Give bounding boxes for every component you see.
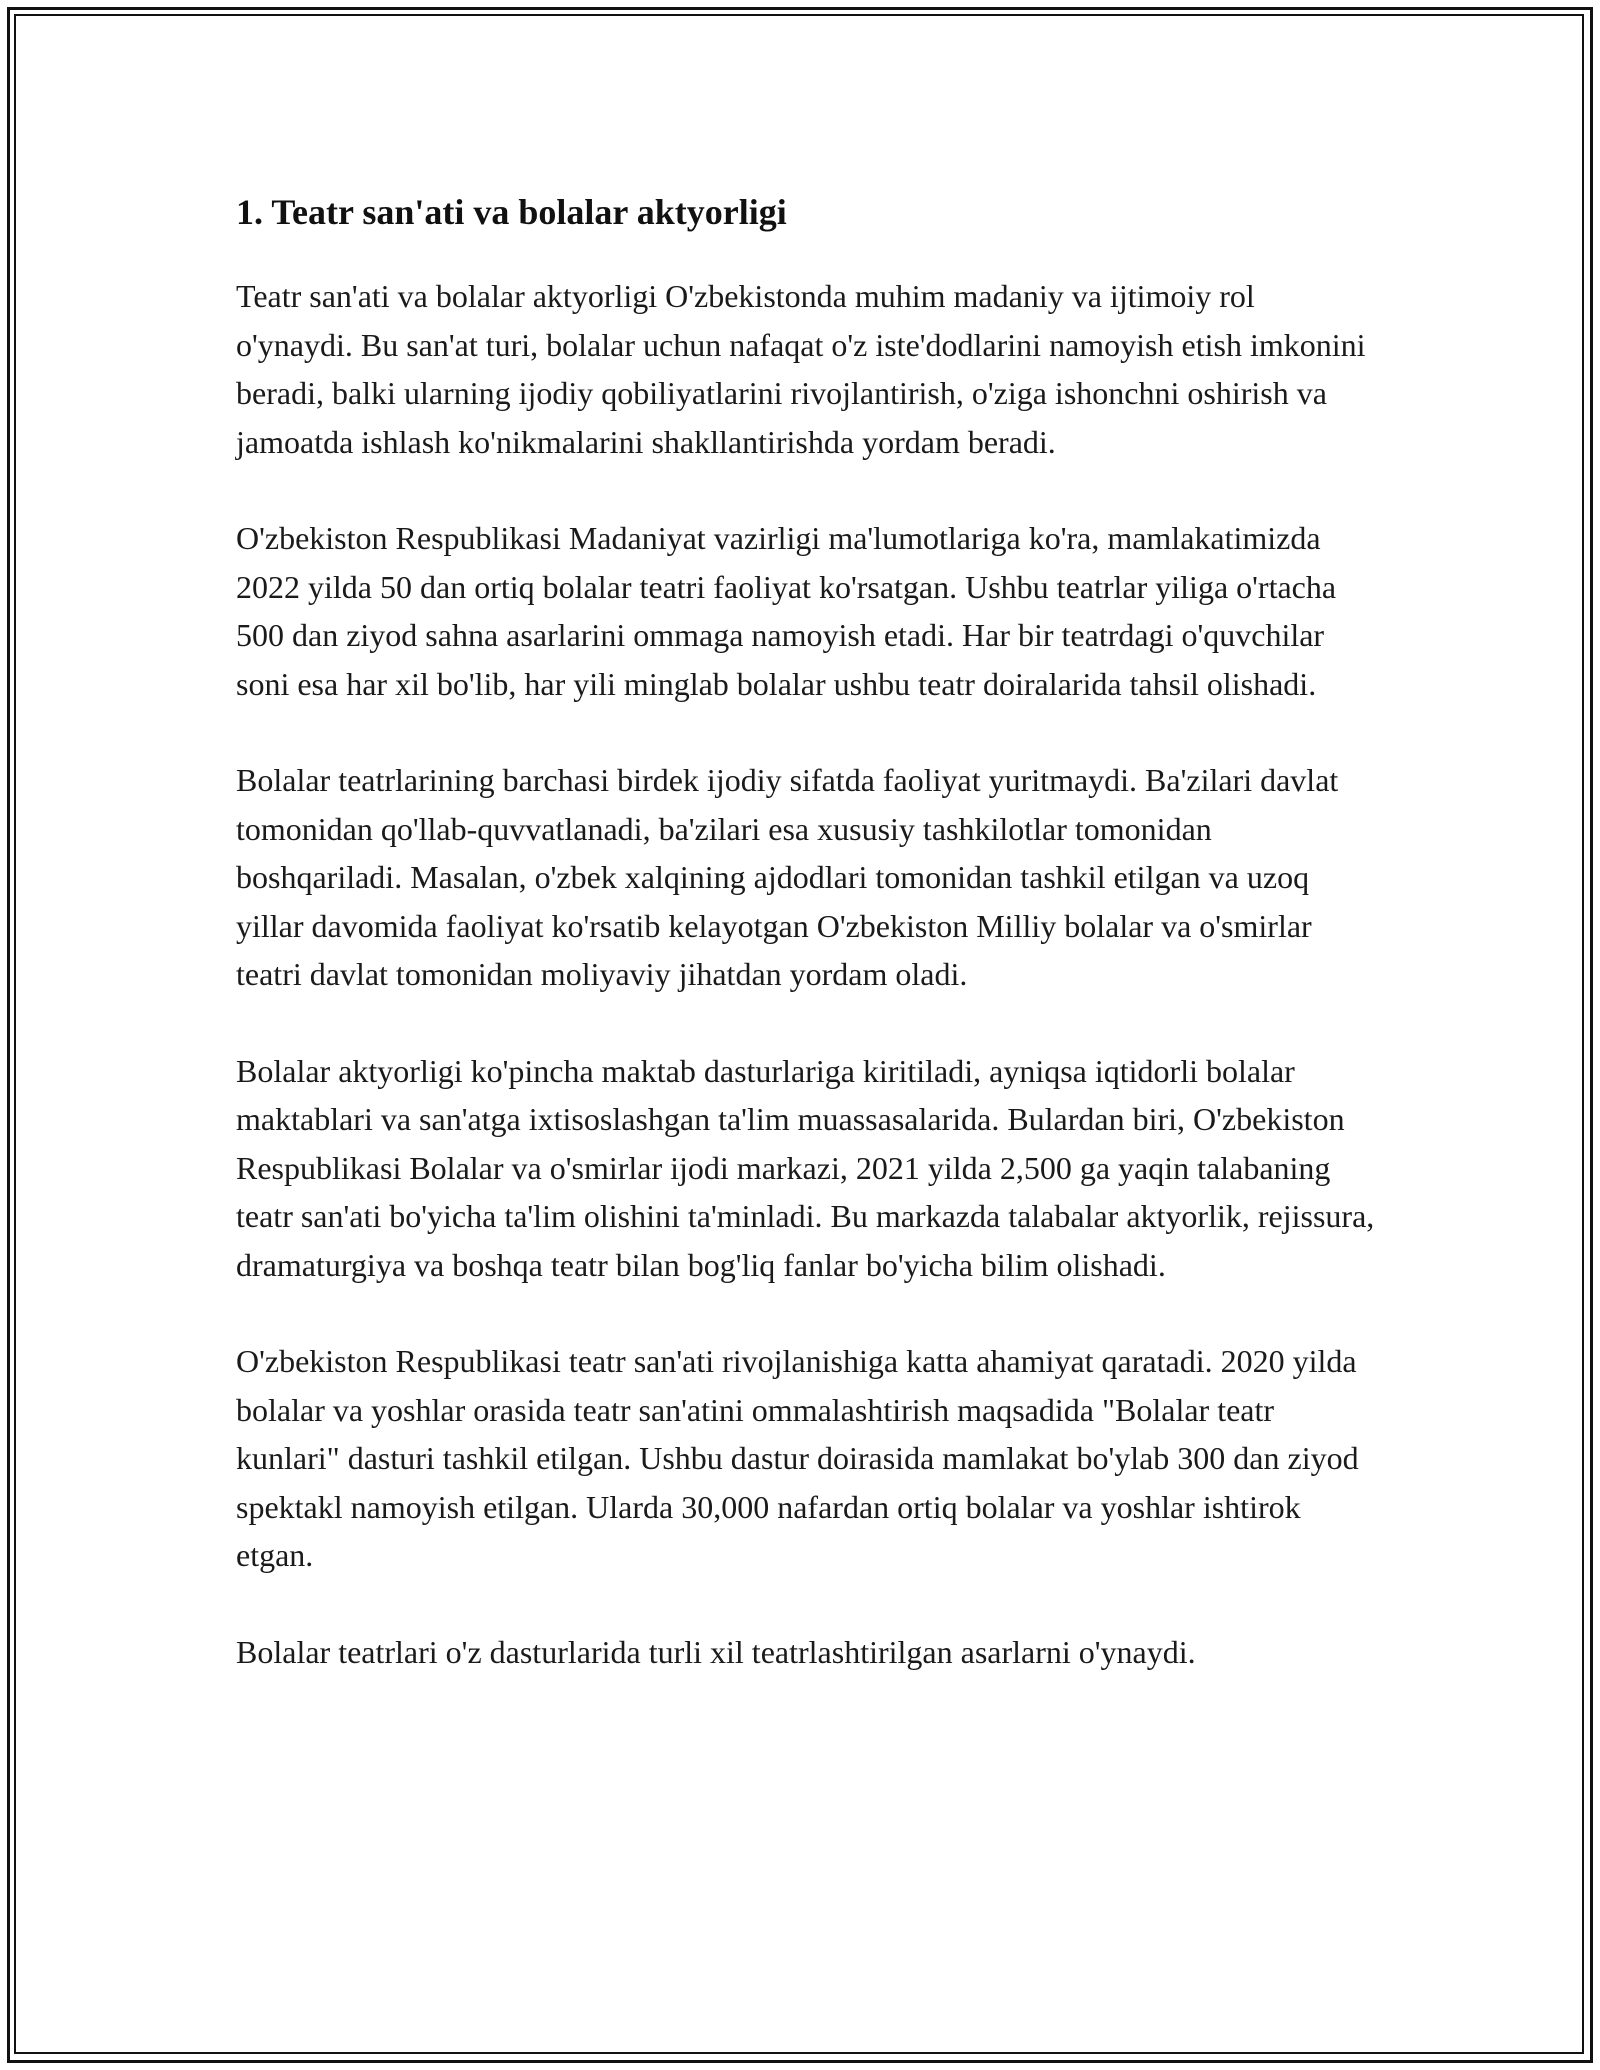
paragraph-5: O'zbekiston Respublikasi teatr san'ati rivojlanishiga katta ahamiyat qaratadi. 2020 yilda bolalar va yoshlar orasida teatr san'atini ommalashtirish maqsadida "Bolalar teatr kunlari" dasturi tashkil etilgan. Ushbu dastur doirasida mamlakat bo'ylab 300 dan ziyod spektakl namoyish etilgan. Ularda 30,000 nafardan ortiq bolalar va yoshlar ishtirok etgan. (236, 1343, 1359, 1573)
paragraph-6: Bolalar teatrlari o'z dasturlarida turli xil teatrlashtirilgan asarlarni o'ynaydi. (236, 1633, 1196, 1670)
section-heading: 1. Teatr san'ati va bolalar aktyorligi (236, 192, 787, 232)
paragraph-4: Bolalar aktyorligi ko'pincha maktab dasturlariga kiritiladi, ayniqsa iqtidorli bolalar maktablari va san'atga ixtisoslashgan ta'lim muassasalarida. Bulardan biri, O'zbekiston Respublikasi Bolalar va o'smirlar ijodi markazi, 2021 yilda 2,500 ga yaqin talabaning teatr san'ati bo'yicha ta'lim olishini ta'minladi. Bu markazda talabalar aktyorlik, rejissura, dramaturgiya va boshqa teatr bilan bog'liq fanlar bo'yicha bilim olishadi. (236, 1052, 1375, 1283)
document-body (236, 186, 1376, 1724)
paragraph-3: Bolalar teatrlarining barchasi birdek ijodiy sifatda faoliyat yuritmaydi. Ba'zilari davlat tomonidan qo'llab-quvvatlanadi, ba'zilari esa xususiy tashkilotlar tomonidan boshqariladi. Masalan, o'zbek xalqining ajdodlari tomonidan tashkil etilgan va uzoq yillar davomida faoliyat ko'rsatib kelayotgan O'zbekiston Milliy bolalar va o'smirlar teatri davlat tomonidan moliyaviy jihatdan yordam oladi. (236, 762, 1339, 992)
paragraph-2: O'zbekiston Respublikasi Madaniyat vazirligi ma'lumotlariga ko'ra, mamlakatimizda 2022 yilda 50 dan ortiq bolalar teatri faoliyat ko'rsatgan. Ushbu teatrlar yiliga o'rtacha 500 dan ziyod sahna asarlarini ommaga namoyish etadi. Har bir teatrdagi o'quvchilar soni esa har xil bo'lib, har yili minglab bolalar ushbu teatr doiralarida tahsil olishadi. (236, 520, 1337, 702)
paragraph-1: Teatr san'ati va bolalar aktyorligi O'zbekistonda muhim madaniy va ijtimoiy rol o'ynaydi. Bu san'at turi, bolalar uchun nafaqat o'z iste'dodlarini namoyish etish imkonini beradi, balki ularning ijodiy qobiliyatlarini rivojlantirish, o'ziga ishonchni oshirish va jamoatda ishlash ko'nikmalarini shakllantirishda yordam beradi. (236, 278, 1366, 460)
